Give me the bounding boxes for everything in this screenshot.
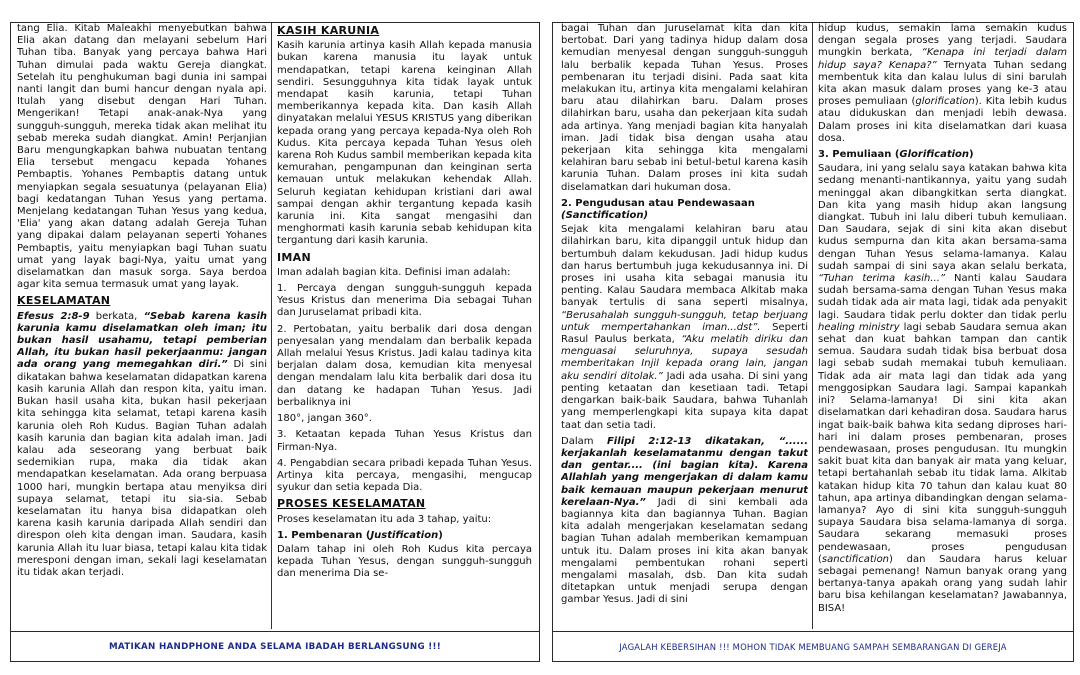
scripture-reference: Efesus 2:8-9 xyxy=(17,310,90,322)
text: Nanti kalau Saudara sudah bersama-sama dengan Tuhan Yesus maka sudah tidak ada air mata lagi, tidak ada penyakit lagi. Saudara tidak perlu dokter dan tidak perlu xyxy=(818,273,1067,321)
footer-notice: JAGALAH KEBERSIHAN !!! MOHON TIDAK MEMBUANG SAMPAH SEMBARANGAN DI GEREJA xyxy=(619,641,1007,652)
subheading-text: 3. Pemuliaan ( xyxy=(818,149,900,161)
section-heading-proses-keselamatan: PROSES KESELAMATAN xyxy=(277,497,426,511)
scripture-reference: Filipi 2:12-13 dikatakan, “...... xyxy=(606,435,808,447)
text: berkata, xyxy=(89,310,144,322)
footer-notice: MATIKAN HANDPHONE ANDA SELAMA IBADAH BERLANGSUNG !!! xyxy=(108,641,442,652)
subheading-text: 1. Pembenaran ( xyxy=(277,529,371,541)
text: ). Kita lebih kudus atau didukuskan dan menjadi lebih dewasa. Dalam proses ini kita diselamatkan dari kuasa dosa. xyxy=(818,96,1067,144)
list-item: 4. Pengabdian secara pribadi kepada Tuhan Yesus. Artinya kita percaya, mengasihi, mengucap syukur dan setia kepada Dia. xyxy=(277,457,532,494)
text: hidup kudus, semakin lama semakin kudus dengan segala proses yang terjadi. Saudara mungkin berkata, xyxy=(818,23,1067,59)
text: Jadi di sini kembali ada bagiannya kita dan bagiannya Tuhan. Bagian kita adalah mengerjakan keselamatan sedang bagian Tuhan adalah memberikan kemampuan untuk itu. Dalam proses ini kita akan banyak mengalami pembentukan rohani seperti mengalami masalah, dsb. Dan kita sudah ditetapkan untuk menjadi serupa dengan gambar Yesus. Jadi di sini xyxy=(561,496,808,606)
text: Sejak kita mengalami kelahiran baru atau dilahirkan baru, kita dipanggil untuk hidup dan bertumbuh dalam kekudusan. Jadi hidup kudus dan harus bertumbuh juga kekudusannya ini. Di proses ini usaha kita sebagai manusia itu penting. Kalau Saudara membaca Alkitab maka banyak tertulis di sana seperti misalnya, xyxy=(561,224,808,309)
paragraph: Proses keselamatan itu ada 3 tahap, yaitu: xyxy=(277,513,492,525)
subheading-pemuliaan xyxy=(818,149,1067,161)
paragraph xyxy=(818,23,1067,145)
paragraph: tang Elia. Kitab Maleakhi menyebutkan bahwa Elia akan datang dan melayani sebelum Hari Tuhan tiba. Banyak yang percaya bahwa Hari Tuhan dimulai pada waktu Gereja diangkat. Setelah itu penghukuman bagi dunia ini sampai nanti langit dan bumi hancur dengan nyala api. Itulah yang disebut dengan Hari Tuhan. Mengerikan! Tetapi anak-anak-Nya yang sungguh-sungguh, mereka tidak akan melihat itu sebab mereka sudah diangkat. Amin! Perjanjian Baru mengungkapkan bahwa nubuatan tentang Elia tersebut mengacu kepada Yohanes Pembaptis. Yohanes Pembaptis datang untuk menyiapkan segala sesuatunya (pelayanan Elia) bagi kedatangan Tuhan Yesus yang pertama. Menjelang kedatangan Tuhan Yesus yang kedua, 'Elia' yang akan datang adalah Gereja Tuhan yang dipakai dalam pelayanan seperti Yohanes Pembaptis, yaitu menyiapkan bagi Tuhan suatu umat yang layak bagi-Nya, yaitu umat yang diselamatkan dan masuk sorga. Saya berdoa agar kita semua termasuk umat yang layak. xyxy=(17,23,267,291)
right-column-1 xyxy=(561,23,808,629)
term: healing ministry xyxy=(818,321,900,333)
quote: “Kenapa ini terjadi dalam hidup saya? Kenapa?” xyxy=(818,47,1067,71)
subheading-text: 2. Pengudusan atau Pendewasaan xyxy=(561,197,755,209)
text: Seperti Rasul Paulus berkata, xyxy=(561,321,808,346)
paragraph xyxy=(818,163,1067,615)
subheading-pembenaran xyxy=(277,530,532,542)
right-footer xyxy=(553,631,1073,661)
left-footer xyxy=(11,631,539,661)
paragraph: Dalam tahap ini oleh Roh Kudus kita percaya kepada Tuhan Yesus, dengan sungguh-sungguh dan menerima Dia se- xyxy=(277,543,532,580)
left-page xyxy=(10,22,540,662)
column-divider xyxy=(271,23,272,629)
paragraph xyxy=(561,224,808,431)
term: sanctification xyxy=(821,553,890,565)
scripture-quote: “Berusahalah sungguh-sungguh, tetap berjuang untuk mempertahankan iman...dst”. xyxy=(561,309,808,333)
scripture-quote: “Aku melatih diriku dan menguasai seluruhnya, supaya sesudah memberitakan Injil kepada orang lain, jangan aku sendiri ditolak.” xyxy=(561,334,808,382)
right-page xyxy=(552,22,1074,662)
text: ) dan Saudara harus keluar sebagai pemenang! Namun banyak orang yang bertanya-tanya apakah orang yang sudah lahir baru bisa kehilangan keselamatan? Jawabannya, BISA! xyxy=(818,553,1067,614)
section-heading-iman: IMAN xyxy=(277,250,311,264)
text: Jadi ada usaha. Di sini yang penting ketaatan dan kesetiaan tadi. Tetapi dengarkan baik-baik Saudara, bahwa Tuhanlah yang memperlengkapi kita supaya kita dapat taat dan setia tadi. xyxy=(561,370,808,431)
text: lagi sebab Saudara semua akan sehat dan kuat bahkan tampan dan cantik semua. Saudara sudah tidak bisa berbuat dosa lagi sebab sudah memakai tubuh kemuliaan. Tidak ada air mata lagi dan tidak ada yang menggosipkan Saudara lagi. Sampai kapankah ini? Selama-lamanya! Di sini kita akan diselamatkan dari kehadiran dosa. Saudara harus ingat baik-baik bahwa kita sedang diproses hari-hari ini dalam proses pembenaran, proses pendewasaan, proses pengudusan. Itu mungkin sakit buat kita dan banyak air mata yang keluar, tetapi bertahanlah sebab itu tidak lama. Alkitab katakan hidup kita 70 tahun dan kalau kuat 80 tahun, apa artinya dibandingkan dengan selama-lamanya? Ayo di sini kita sungguh-sungguh supaya Saudara bisa selama-lamanya di sorga. Saudara sekarang memasuki proses pendewasaan, proses pengudusan ( xyxy=(818,321,1067,565)
subheading-term: (Sanctification) xyxy=(561,210,649,222)
scripture-quote: kerjakanlah keselamatanmu dengan takut dan gentar.... (ini bagian kita). Karena Allahlah yang mengerjakan di dalam kamu baik kemauan maupun pekerjaan menurut kerelaan-Nya.” xyxy=(561,447,808,508)
subheading-term: Justification xyxy=(370,529,439,541)
list-item: 3. Ketaatan kepada Tuhan Yesus Kristus dan Firman-Nya. xyxy=(277,429,532,453)
list-item: 2. Pertobatan, yaitu berbalik dari dosa dengan penyesalan yang mendalam dan berbalik kepada Allah melalui Yesus Kristus. Jadi kalau tadinya kita berjalan dalam dosa, kemudian kita menyesal dengan mendalam lalu kita berbalik dari dosa itu dan datang ke hadapan Tuhan Yesus. Jadi berbaliknya ini xyxy=(277,323,532,408)
section-heading-kasih-karunia: KASIH KARUNIA xyxy=(277,24,380,37)
paragraph: bagai Tuhan dan Juruselamat kita dan kita bertobat. Dari yang tadinya hidup dalam dosa kemudian menyesal dengan sungguh-sungguh lalu berbalik kepada Tuhan Yesus. Proses pembenaran itu terjadi disini. Pada saat kita melakukan itu, artinya kita mengalami kelahiran baru atau dilahirkan baru. Dalam proses dilahirkan baru, usaha dan pekerjaan kita sudah ada artinya. Yang menjadi bagian kita hanyalah iman. Jadi tidak bisa dengan usaha atau pekerjaan kita sehingga kita mengalami kelahiran baru sebab ini betul-betul karena kasih karunia Tuhan. Dalam proses ini kita sudah diselamatkan dari hukuman dosa. xyxy=(561,23,808,193)
subheading-pengudusan xyxy=(561,198,808,222)
column-divider xyxy=(812,23,813,629)
text: Ternyata Tuhan sedang membentuk kita dan kalau lulus di sini barulah kita akan masuk dalam proses yang ke-3 atau proses pemuliaan ( xyxy=(818,59,1067,108)
list-item: 1. Percaya dengan sungguh-sungguh kepada Yesus Kristus dan menerima Dia sebagai Tuhan dan Juruselamat pribadi kita. xyxy=(277,283,532,319)
list-item-continuation: 180°, jangan 360°. xyxy=(277,413,372,425)
quote: “Tuhan terima kasih...” xyxy=(818,273,946,285)
left-column-2 xyxy=(277,23,532,629)
text: Dalam xyxy=(561,435,607,447)
right-column-2 xyxy=(818,23,1067,629)
subheading-text: ) xyxy=(438,529,443,541)
paragraph: Kasih karunia artinya kasih Allah kepada manusia bukan karena manusia itu layak untuk mendapatkan, tetapi karena keinginan Allah sendiri. Sesungguhnya kita tidak layak untuk mendapat kasih karunia, tetapi Tuhan memberikannya kepada kita. Dan kasih Allah dinyatakan melalui YESUS KRISTUS yang diberikan kepada orang yang percaya kepada-Nya oleh Roh Kudus. Kita percaya kepada Tuhan Yesus oleh karena Roh Kudus sambil memberikan kepada kita kemurahan, pengampunan dan keinginan serta kemauan untuk melakukan kehendak Allah. Seluruh kegiatan kehidupan kristiani dari awal sampai dengan akhir tergantung kepada kasih karunia ini. Kita sangat mengasihi dan menghormati kasih karunia sebab kehidupan kita tergantung dari kasih karunia. xyxy=(277,40,532,247)
subheading-term: Glorification xyxy=(899,149,970,161)
paragraph xyxy=(17,311,267,579)
left-column-1 xyxy=(17,23,267,629)
scripture-quote: “Sebab karena kasih karunia kamu diselamatkan oleh iman; itu bukan hasil usahamu, tetapi pemberian Allah, itu bukan hasil pekerjaanmu: jangan ada orang yang memegahkan diri.” xyxy=(17,310,267,371)
text: Di sini dikatakan bahwa keselamatan didapatkan karena kasih karunia Allah dan respon kita, yaitu iman. Bukan hasil usaha kita, bukan hasil pekerjaan kita sehingga kita selamat, tetapi karena kasih karunia oleh Roh Kudus. Bagian Tuhan adalah kasih karunia dan bagian kita adalah iman. Jadi kalau ada seseorang yang berbuat baik sedemikian rupa, maka dia tidak akan mendapatkan keselamatan. Ada orang berpuasa 1000 hari, mungkin bertapa atau menyiksa diri supaya selamat, tetapi itu sia-sia. Sebab keselamatan itu hanya bisa didapatkan oleh karena kasih karunia daripada Allah sendiri dan direspon oleh kita dengan iman. Saudara, kasih karunia Allah itu luar biasa, tetapi kalau kita tidak meresponi dengan iman, sekali lagi keselamatan itu tidak akan terjadi. xyxy=(17,359,267,578)
term: glorification xyxy=(915,96,975,108)
paragraph: Iman adalah bagian kita. Definisi iman adalah: xyxy=(277,266,511,278)
section-heading-keselamatan: KESELAMATAN xyxy=(17,294,111,308)
text: Saudara, ini yang selalu saya katakan bahwa kita sedang menanti-nantikannya, yaitu yang sudah meninggal akan dibangkitkan serta diangkat. Dan kita yang masih hidup akan langsung diangkat. Tubuh ini lalu diberi tubuh kemuliaan. Dan Saudara, sejak di sini kita akan disebut kudus sempurna dan kita akan bersama-sama dengan Tuhan Yesus selama-lamanya. Kalau sudah sampai di sini saya akan selalu berkata, xyxy=(818,163,1067,272)
subheading-text: ) xyxy=(969,149,974,161)
paragraph xyxy=(561,436,808,607)
